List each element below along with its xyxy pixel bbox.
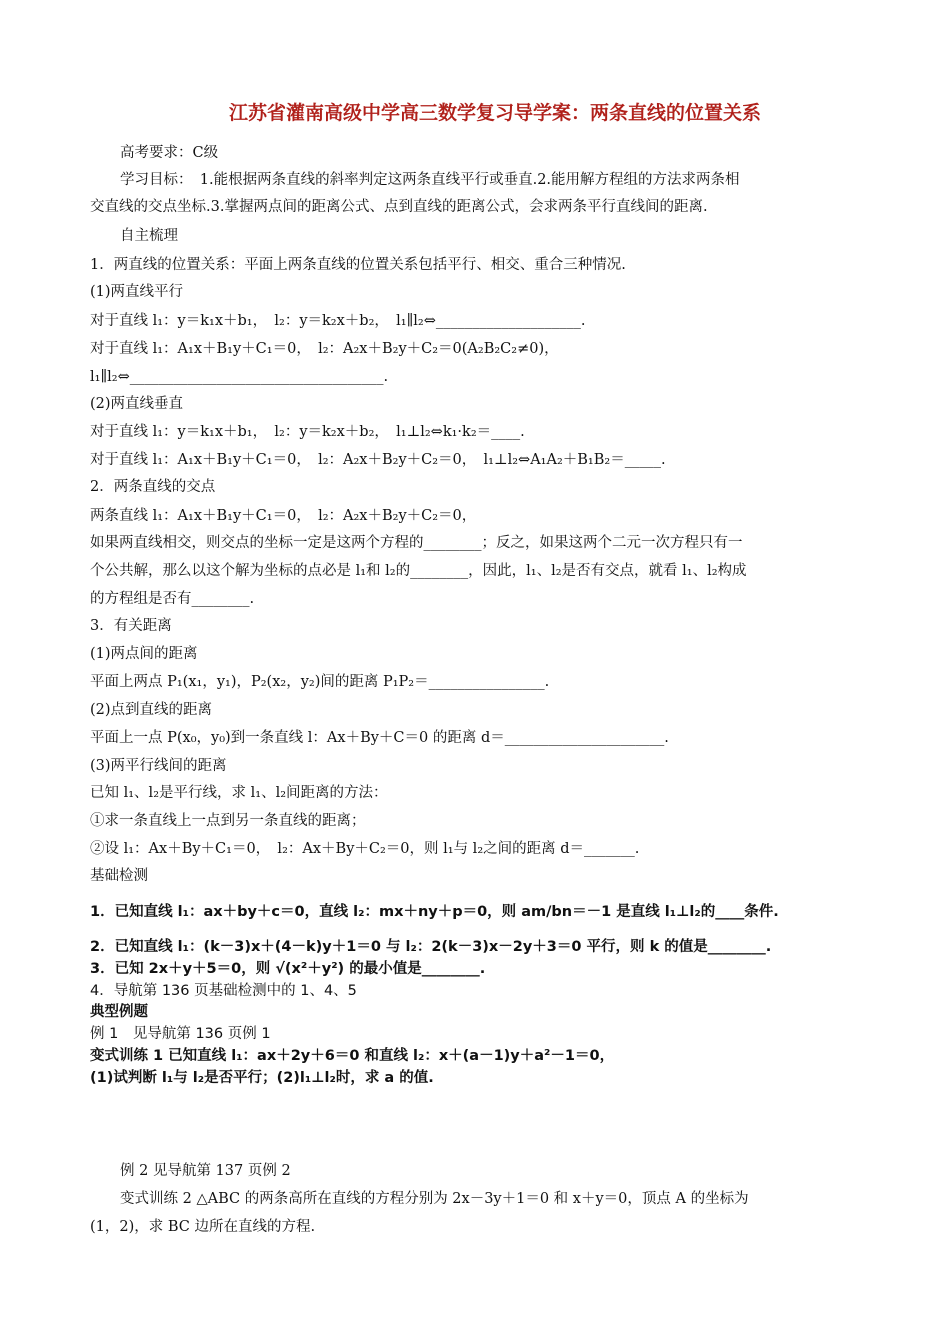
subheading-perpendicular: (2)两直线垂直 [90, 396, 184, 412]
text-line: 平面上两点 P₁(x₁，y₁)，P₂(x₂，y₂)间的距离 P₁P₂＝________________. [90, 674, 550, 690]
text-line: 如果两直线相交，则交点的坐标一定是这两个方程的________；反之，如果这两个二元一次方程只有一 [90, 535, 743, 551]
text-line: ①求一条直线上一点到另一条直线的距离； [90, 813, 366, 829]
text-line: 平面上一点 P(x₀，y₀)到一条直线 l：Ax＋By＋C＝0 的距离 d＝______________________. [90, 730, 669, 746]
exercise-3: 3．已知 2x＋y＋5＝0，则 √(x²＋y²) 的最小值是________. [90, 961, 486, 977]
exam-requirement: 高考要求：C级 [120, 145, 219, 161]
example-1: 例 1 见导航第 136 页例 1 [90, 1026, 271, 1042]
variant-exercise-1: 变式训练 1 已知直线 l₁：ax＋2y＋6＝0 和直线 l₂：x＋(a－1)y＋a²－1＝0， [90, 1048, 615, 1064]
exercise-1: 1．已知直线 l₁：ax＋by＋c＝0，直线 l₂：mx＋ny＋p＝0，则 am/bn＝－1 是直线 l₁⊥l₂的____条件. [90, 904, 779, 920]
variant-exercise-2-line-2: (1，2)，求 BC 边所在直线的方程. [90, 1219, 316, 1235]
section-heading-examples: 典型例题 [90, 1004, 148, 1020]
document-title: 江苏省灌南高级中学高三数学复习导学案：两条直线的位置关系 [228, 102, 761, 124]
text-line: ②设 l₁：Ax＋By＋C₁＝0， l₂：Ax＋By＋C₂＝0，则 l₁与 l₂之间的距离 d＝_______. [90, 841, 640, 857]
text-line: 对于直线 l₁：y＝k₁x＋b₁， l₂：y＝k₂x＋b₂， l₁∥l₂⇔____________________. [90, 313, 586, 329]
section-heading-self-study: 自主梳理 [120, 228, 178, 244]
subheading-two-point-distance: (1)两点间的距离 [90, 646, 198, 662]
example-2: 例 2 见导航第 137 页例 2 [120, 1163, 291, 1179]
subheading-parallel: (1)两直线平行 [90, 284, 184, 300]
learning-goals-line-1: 学习目标： 1.能根据两条直线的斜率判定这两条直线平行或垂直.2.能用解方程组的方法求两条相 [120, 172, 740, 188]
subheading-parallel-lines-distance: (3)两平行线间的距离 [90, 758, 227, 774]
text-line: 1．两直线的位置关系：平面上两条直线的位置关系包括平行、相交、重合三种情况. [90, 257, 626, 273]
section-heading-basic-test: 基础检测 [90, 868, 148, 884]
text-line: 个公共解，那么以这个解为坐标的点必是 l₁和 l₂的________，因此，l₁、l₂是否有交点，就看 l₁、l₂构成 [90, 563, 747, 579]
text-line: 已知 l₁、l₂是平行线，求 l₁、l₂间距离的方法： [90, 785, 388, 801]
variant-exercise-1-questions: (1)试判断 l₁与 l₂是否平行；(2)l₁⊥l₂时，求 a 的值. [90, 1070, 434, 1086]
text-line: 对于直线 l₁：A₁x＋B₁y＋C₁＝0， l₂：A₂x＋B₂y＋C₂＝0， l₁⊥l₂⇔A₁A₂＋B₁B₂＝_____. [90, 452, 666, 468]
text-line: 对于直线 l₁：y＝k₁x＋b₁， l₂：y＝k₂x＋b₂， l₁⊥l₂⇔k₁·k₂＝____. [90, 424, 525, 440]
subheading-intersection: 2．两条直线的交点 [90, 479, 216, 495]
text-line: 的方程组是否有________. [90, 591, 255, 607]
subheading-point-line-distance: (2)点到直线的距离 [90, 702, 213, 718]
variant-exercise-2-line-1: 变式训练 2 △ABC 的两条高所在直线的方程分别为 2x－3y＋1＝0 和 x＋y＝0，顶点 A 的坐标为 [120, 1191, 749, 1207]
text-line: 对于直线 l₁：A₁x＋B₁y＋C₁＝0， l₂：A₂x＋B₂y＋C₂＝0(A₂B₂C₂≠0)， [90, 341, 559, 357]
exercise-4: 4．导航第 136 页基础检测中的 1、4、5 [90, 983, 357, 999]
text-line: 两条直线 l₁：A₁x＋B₁y＋C₁＝0， l₂：A₂x＋B₂y＋C₂＝0， [90, 508, 477, 524]
learning-goals-line-2: 交直线的交点坐标.3.掌握两点间的距离公式、点到直线的距离公式，会求两条平行直线间的距离. [90, 199, 708, 215]
text-line: l₁∥l₂⇔___________________________________. [90, 369, 389, 385]
subheading-distance: 3．有关距离 [90, 618, 172, 634]
exercise-2: 2．已知直线 l₁：(k－3)x＋(4－k)y＋1＝0 与 l₂：2(k－3)x－2y＋3＝0 平行，则 k 的值是________. [90, 939, 772, 955]
